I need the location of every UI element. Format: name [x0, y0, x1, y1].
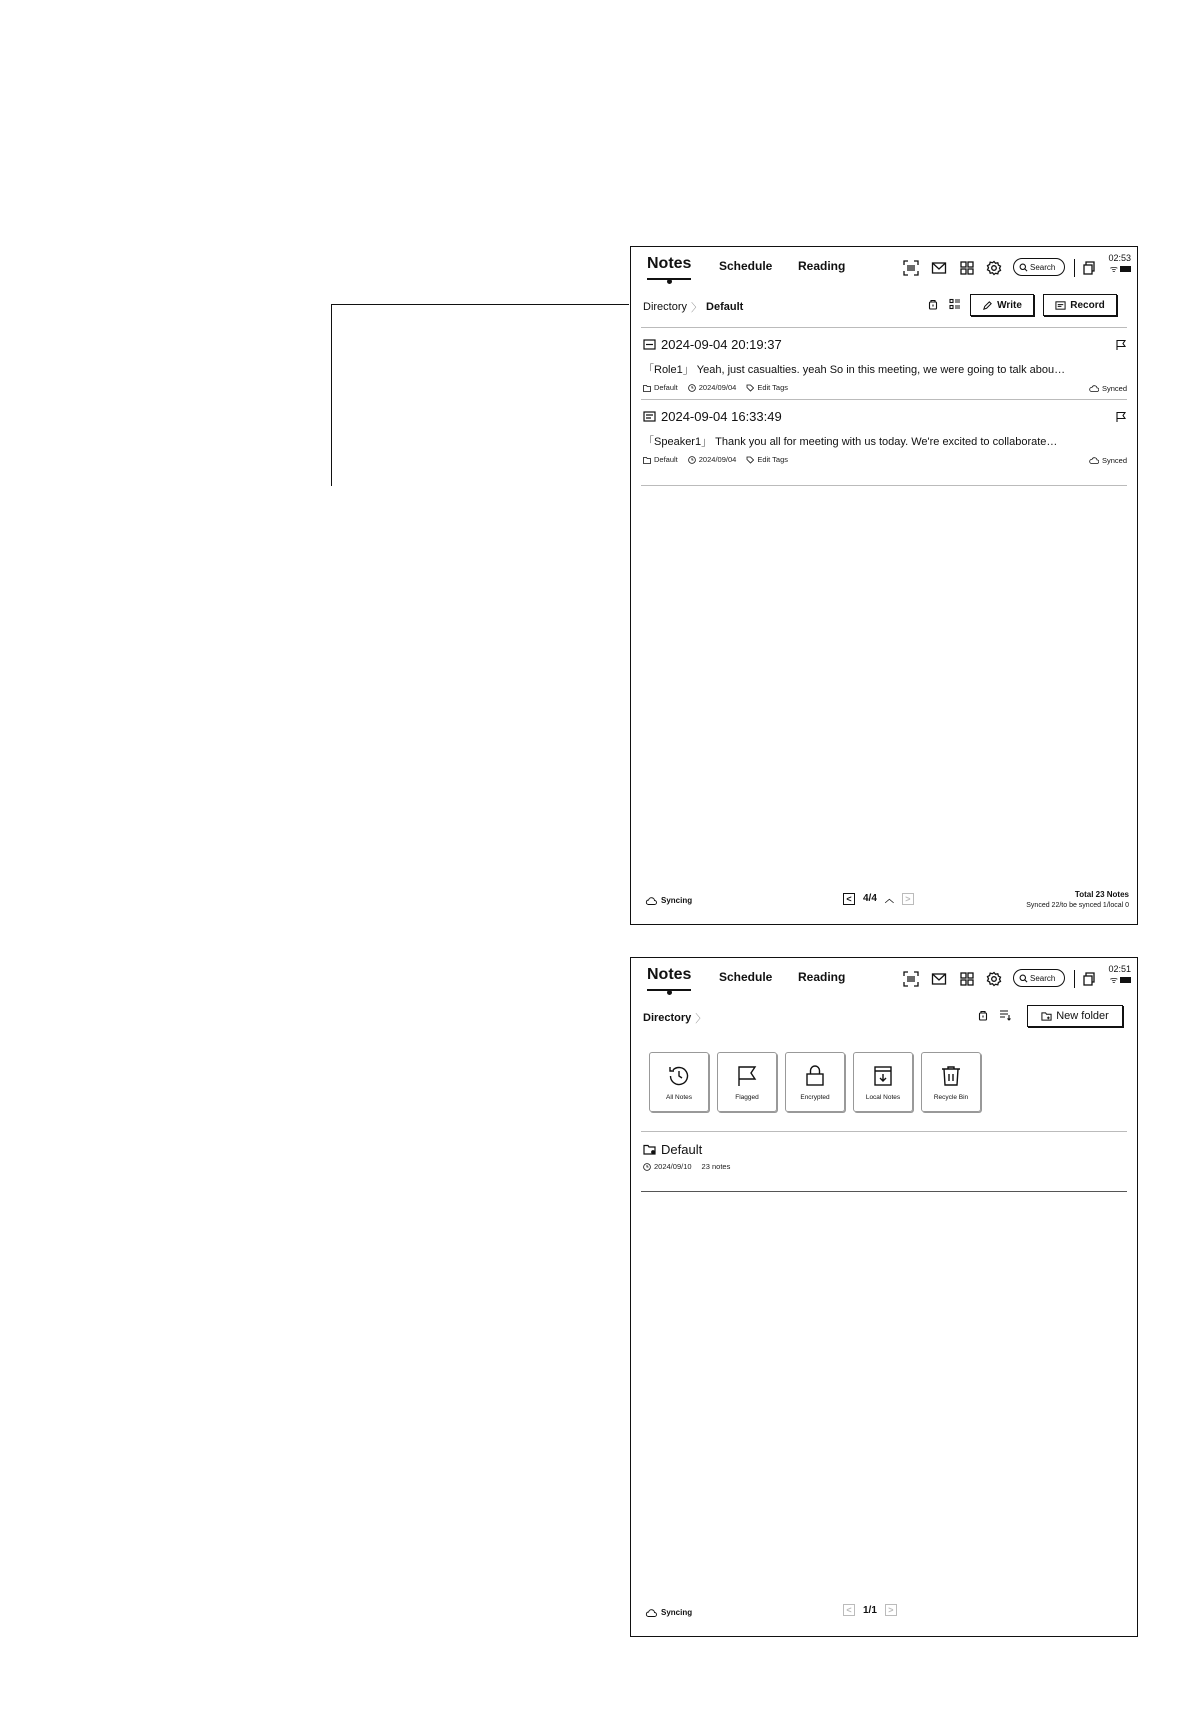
- lock-icon: [803, 1064, 827, 1088]
- recording-note-icon: [643, 411, 656, 422]
- new-folder-icon: [1041, 1011, 1052, 1022]
- flag-icon: [735, 1064, 759, 1088]
- card-label: Encrypted: [800, 1093, 830, 1101]
- divider: [1074, 259, 1075, 277]
- recording-note-icon: [643, 339, 656, 350]
- page-indicator[interactable]: 4/4: [863, 893, 877, 904]
- folder-icon: [643, 456, 651, 464]
- cloud-icon: [1089, 385, 1099, 392]
- breadcrumb-current: Default: [706, 301, 744, 313]
- flag-icon[interactable]: [1115, 411, 1127, 423]
- tag-icon: [746, 456, 754, 464]
- tab-notes[interactable]: Notes: [647, 966, 691, 984]
- trash-icon: [939, 1064, 963, 1088]
- breadcrumb-directory[interactable]: Directory: [643, 1012, 692, 1024]
- category-all-notes[interactable]: [649, 1052, 709, 1112]
- category-encrypted[interactable]: [785, 1052, 845, 1112]
- apps-grid-icon[interactable]: [959, 971, 975, 987]
- search-label: Search: [1030, 262, 1056, 272]
- clock-time: 02:51: [1108, 964, 1131, 974]
- wifi-icon: ᯤ: [1109, 264, 1118, 274]
- card-label: Local Notes: [865, 1093, 901, 1101]
- window-switch-icon[interactable]: [1081, 971, 1097, 987]
- battery-icon: [1120, 977, 1131, 983]
- clock-time: 02:53: [1108, 253, 1131, 263]
- note-folder: Default: [654, 455, 678, 464]
- notes-directory-root-screen: [630, 957, 1138, 1637]
- note-preview: 「Role1」 Yeah, just casualties. yeah So in this meeting, we were going to talk abou…: [643, 364, 1066, 376]
- divider: [641, 399, 1127, 400]
- lock-clip-icon[interactable]: [927, 298, 939, 310]
- divider: [1074, 970, 1075, 988]
- divider: [641, 1131, 1127, 1132]
- callout-leader-horizontal: [331, 304, 629, 305]
- flag-icon[interactable]: [1115, 339, 1127, 351]
- lock-clip-icon[interactable]: [977, 1009, 989, 1021]
- note-folder: Default: [654, 383, 678, 392]
- syncing-label: Syncing: [661, 1608, 693, 1617]
- sync-status: Synced: [1101, 384, 1127, 393]
- status-clock: [1108, 964, 1131, 985]
- cloud-icon: [645, 897, 657, 905]
- clock-icon: [688, 384, 696, 392]
- status-clock: [1108, 253, 1131, 274]
- pagination: [843, 1604, 897, 1616]
- note-date: 2024/09/04: [698, 383, 737, 392]
- syncing-label: Syncing: [661, 896, 693, 905]
- prev-page-button[interactable]: <: [843, 1604, 855, 1616]
- card-label: All Notes: [665, 1093, 692, 1101]
- divider: [641, 327, 1127, 328]
- folder-icon: [643, 1144, 656, 1155]
- tab-reading[interactable]: Reading: [798, 970, 846, 984]
- tab-schedule[interactable]: Schedule: [719, 970, 773, 984]
- tab-reading[interactable]: Reading: [798, 259, 846, 273]
- card-label: Recycle Bin: [933, 1093, 969, 1101]
- prev-page-button[interactable]: <: [843, 893, 855, 905]
- note-title: 2024-09-04 16:33:49: [661, 409, 782, 424]
- card-label: Flagged: [735, 1093, 759, 1101]
- scan-icon[interactable]: [903, 260, 919, 276]
- next-page-button[interactable]: >: [902, 893, 914, 905]
- next-page-button[interactable]: >: [885, 1604, 897, 1616]
- cloud-icon: [1089, 457, 1099, 464]
- settings-gear-icon[interactable]: [986, 971, 1002, 987]
- write-button[interactable]: [970, 294, 1034, 316]
- search-label: Search: [1030, 973, 1056, 983]
- write-label: Write: [997, 299, 1022, 311]
- edit-tags-link[interactable]: Edit Tags: [757, 383, 789, 392]
- new-folder-button[interactable]: [1027, 1005, 1123, 1027]
- note-date: 2024/09/04: [698, 455, 737, 464]
- search-icon: [1019, 263, 1028, 272]
- note-title: 2024-09-04 20:19:37: [661, 337, 782, 352]
- chevron-right-icon: 〉: [695, 1013, 707, 1025]
- note-preview: 「Speaker1」 Thank you all for meeting with us today. We're excited to collaborate…: [643, 436, 1058, 448]
- settings-gear-icon[interactable]: [986, 260, 1002, 276]
- pen-icon: [982, 300, 993, 311]
- battery-icon: [1120, 266, 1131, 272]
- clock-icon: [688, 456, 696, 464]
- folder-name: Default: [661, 1142, 703, 1157]
- divider: [641, 1191, 1127, 1192]
- sync-detail: Synced 22/to be synced 1/local 0: [1026, 902, 1129, 909]
- record-label: Record: [1070, 299, 1105, 311]
- folder-icon: [643, 384, 651, 392]
- edit-tags-link[interactable]: Edit Tags: [757, 455, 789, 464]
- folder-date: 2024/09/10: [654, 1162, 692, 1171]
- cloud-icon: [645, 1609, 657, 1617]
- list-view-icon[interactable]: [949, 298, 961, 310]
- record-icon: [1055, 300, 1066, 311]
- search-button[interactable]: [1013, 969, 1065, 987]
- total-notes: Total 23 Notes: [1074, 890, 1129, 899]
- breadcrumb: [643, 1010, 706, 1026]
- category-flagged[interactable]: [717, 1052, 777, 1112]
- category-cards: [649, 1052, 981, 1112]
- pagination: [843, 892, 914, 905]
- clock-icon: [643, 1163, 651, 1171]
- list-item[interactable]: [643, 337, 1127, 393]
- notes-directory-default-screen: [630, 246, 1138, 925]
- top-bar: [631, 958, 1137, 1000]
- history-icon: [667, 1064, 691, 1088]
- scan-icon[interactable]: [903, 971, 919, 987]
- folder-item[interactable]: [643, 1142, 1127, 1178]
- top-bar: [631, 247, 1137, 289]
- page-indicator[interactable]: 1/1: [863, 1604, 877, 1616]
- chevron-up-icon[interactable]: ︿: [884, 894, 894, 904]
- divider: [641, 485, 1127, 486]
- tab-schedule[interactable]: Schedule: [719, 259, 773, 273]
- download-icon: [871, 1064, 895, 1088]
- new-folder-label: New folder: [1056, 1010, 1109, 1022]
- tag-icon: [746, 384, 754, 392]
- breadcrumb-directory[interactable]: Directory: [643, 301, 688, 313]
- category-local-notes[interactable]: [853, 1052, 913, 1112]
- list-item[interactable]: [643, 409, 1127, 465]
- folder-count: 23 notes: [701, 1162, 731, 1171]
- record-button[interactable]: [1043, 294, 1117, 316]
- category-recycle-bin[interactable]: [921, 1052, 981, 1112]
- apps-grid-icon[interactable]: [959, 260, 975, 276]
- tab-notes[interactable]: Notes: [647, 255, 691, 273]
- callout-leader-vertical: [331, 304, 332, 486]
- search-button[interactable]: [1013, 258, 1065, 276]
- mail-icon[interactable]: [931, 260, 947, 276]
- sync-status: Synced: [1101, 456, 1127, 465]
- chevron-right-icon: 〉: [691, 302, 703, 314]
- mail-icon[interactable]: [931, 971, 947, 987]
- wifi-icon: ᯤ: [1109, 975, 1118, 985]
- footer: [631, 890, 1137, 914]
- sort-icon[interactable]: [999, 1009, 1011, 1021]
- breadcrumb: [643, 299, 743, 315]
- search-icon: [1019, 974, 1028, 983]
- window-switch-icon[interactable]: [1081, 260, 1097, 276]
- footer: [631, 1602, 1137, 1626]
